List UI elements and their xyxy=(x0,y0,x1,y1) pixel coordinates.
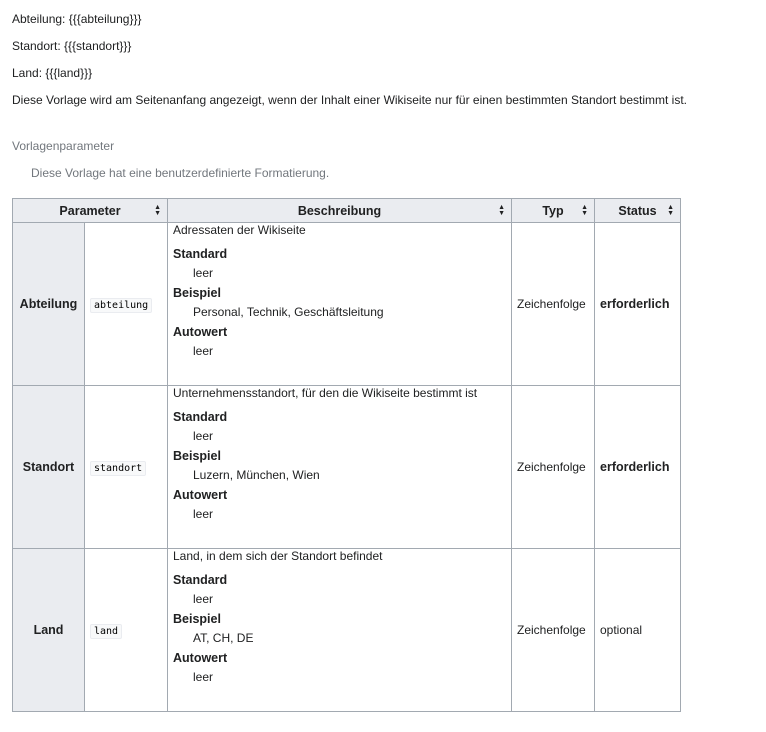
header-description-label: Beschreibung xyxy=(297,203,382,218)
header-type-label: Typ xyxy=(542,203,564,218)
default-value: leer xyxy=(193,592,214,606)
param-label: Land xyxy=(13,549,85,712)
sort-icon[interactable]: ▲ ▼ xyxy=(581,203,588,217)
template-description: Diese Vorlage wird am Seitenanfang angezeigt, wenn der Inhalt einer Wikiseite nur für einen bestimmten Standort bestimmt ist. xyxy=(12,93,688,107)
abteilung-line: Abteilung: {{{abteilung}}} xyxy=(12,12,142,26)
param-description: Land, in dem sich der Standort befindet xyxy=(173,549,383,563)
template-params-note: Diese Vorlage hat eine benutzerdefinierte Formatierung. xyxy=(31,166,330,180)
param-description: Adressaten der Wikiseite xyxy=(173,223,306,237)
param-description-cell xyxy=(168,549,512,712)
param-label: Standort xyxy=(13,386,85,549)
param-status: erforderlich xyxy=(595,386,681,549)
param-details xyxy=(173,244,506,361)
param-code: land xyxy=(90,624,122,639)
autovalue-value: leer xyxy=(193,344,214,358)
param-status: erforderlich xyxy=(595,223,681,386)
sort-icon[interactable]: ▲ ▼ xyxy=(154,203,161,217)
autovalue-term: Autowert xyxy=(173,651,228,665)
example-term: Beispiel xyxy=(173,286,221,300)
header-status-label: Status xyxy=(618,203,657,218)
default-value: leer xyxy=(193,266,214,280)
default-term: Standard xyxy=(173,573,228,587)
header-description[interactable] xyxy=(168,199,512,223)
param-type: Zeichenfolge xyxy=(512,549,595,712)
table-header-row xyxy=(13,199,681,223)
default-term: Standard xyxy=(173,410,228,424)
autovalue-value: leer xyxy=(193,670,214,684)
template-params-heading: Vorlagenparameter xyxy=(12,139,115,153)
sort-icon[interactable]: ▲ ▼ xyxy=(667,203,674,217)
example-value: AT, CH, DE xyxy=(193,631,254,645)
sort-icon[interactable]: ▲ ▼ xyxy=(498,203,505,217)
param-description-cell xyxy=(168,386,512,549)
land-line: Land: {{{land}}} xyxy=(12,66,93,80)
param-details xyxy=(173,407,506,524)
param-code: abteilung xyxy=(90,298,152,313)
example-term: Beispiel xyxy=(173,449,221,463)
header-parameter[interactable] xyxy=(13,199,168,223)
example-term: Beispiel xyxy=(173,612,221,626)
example-value: Luzern, München, Wien xyxy=(193,468,320,482)
standort-line: Standort: {{{standort}}} xyxy=(12,39,132,53)
param-type: Zeichenfolge xyxy=(512,223,595,386)
header-status[interactable] xyxy=(595,199,681,223)
example-value: Personal, Technik, Geschäftsleitung xyxy=(193,305,384,319)
default-term: Standard xyxy=(173,247,228,261)
default-value: leer xyxy=(193,429,214,443)
params-table xyxy=(12,198,681,712)
autovalue-term: Autowert xyxy=(173,325,228,339)
param-description-cell xyxy=(168,223,512,386)
table-row xyxy=(13,223,681,386)
param-description: Unternehmensstandort, für den die Wikiseite bestimmt ist xyxy=(173,386,478,400)
param-status: optional xyxy=(595,549,681,712)
table-row xyxy=(13,386,681,549)
param-code: standort xyxy=(90,461,146,476)
table-row xyxy=(13,549,681,712)
param-code-cell xyxy=(85,386,168,549)
param-code-cell xyxy=(85,549,168,712)
param-details xyxy=(173,570,506,687)
header-parameter-label: Parameter xyxy=(59,203,121,218)
autovalue-term: Autowert xyxy=(173,488,228,502)
autovalue-value: leer xyxy=(193,507,214,521)
param-code-cell xyxy=(85,223,168,386)
param-label: Abteilung xyxy=(13,223,85,386)
param-type: Zeichenfolge xyxy=(512,386,595,549)
header-type[interactable] xyxy=(512,199,595,223)
